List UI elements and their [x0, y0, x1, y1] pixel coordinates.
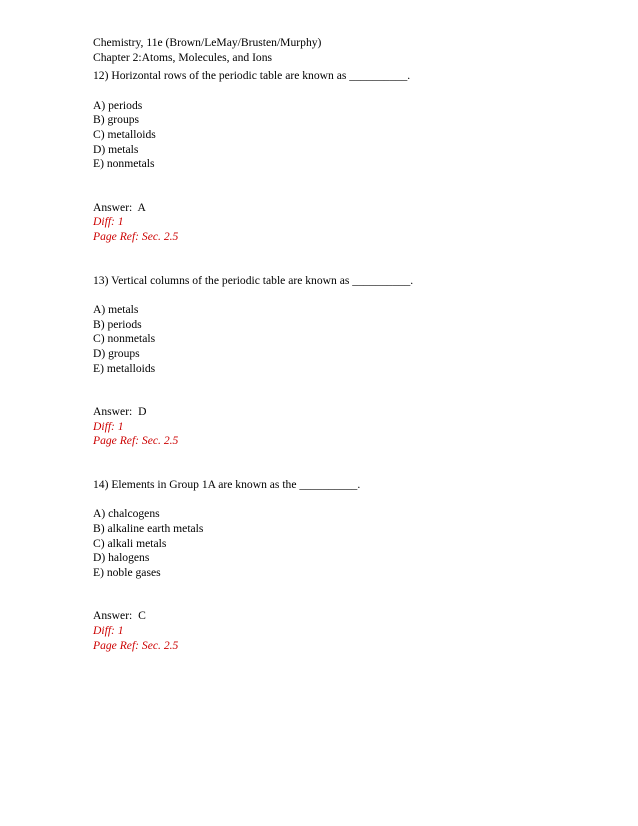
- option-c: C) nonmetals: [93, 332, 156, 346]
- option-d: D) halogens: [93, 551, 150, 565]
- page-ref-line: Page Ref: Sec. 2.5: [93, 229, 179, 243]
- option-b: B) periods: [93, 317, 142, 331]
- option-c: C) metalloids: [93, 127, 156, 141]
- option-a: A) chalcogens: [93, 507, 160, 521]
- options-list: [93, 99, 593, 172]
- options-list: [93, 507, 593, 580]
- difficulty-line: Diff: 1: [93, 419, 124, 433]
- options-list: [93, 303, 593, 376]
- option-d: D) metals: [93, 142, 139, 156]
- question-block-13: [93, 274, 593, 449]
- chapter-title: Chapter 2:Atoms, Molecules, and Ions: [93, 50, 273, 64]
- option-c: C) alkali metals: [93, 536, 167, 550]
- question-block-14: [93, 478, 593, 653]
- document-page: [93, 36, 593, 653]
- option-e: E) nonmetals: [93, 157, 155, 171]
- option-e: E) metalloids: [93, 361, 156, 375]
- option-b: B) alkaline earth metals: [93, 522, 204, 536]
- option-d: D) groups: [93, 346, 140, 360]
- answer-line: Answer: C: [93, 609, 146, 623]
- question-prompt: 12) Horizontal rows of the periodic table are known as __________.: [93, 69, 411, 83]
- difficulty-line: Diff: 1: [93, 215, 124, 229]
- option-e: E) noble gases: [93, 565, 161, 579]
- difficulty-line: Diff: 1: [93, 624, 124, 638]
- option-b: B) groups: [93, 113, 140, 127]
- document-header: [93, 36, 593, 65]
- answer-line: Answer: D: [93, 405, 147, 419]
- question-prompt: 13) Vertical columns of the periodic table are known as __________.: [93, 273, 414, 287]
- question-block-12: [93, 69, 593, 244]
- answer-line: Answer: A: [93, 200, 146, 214]
- option-a: A) metals: [93, 303, 139, 317]
- book-title: Chemistry, 11e (Brown/LeMay/Brusten/Murphy): [93, 36, 322, 49]
- option-a: A) periods: [93, 98, 143, 112]
- page-ref-line: Page Ref: Sec. 2.5: [93, 638, 179, 652]
- question-prompt: 14) Elements in Group 1A are known as the __________.: [93, 477, 361, 491]
- page-ref-line: Page Ref: Sec. 2.5: [93, 434, 179, 448]
